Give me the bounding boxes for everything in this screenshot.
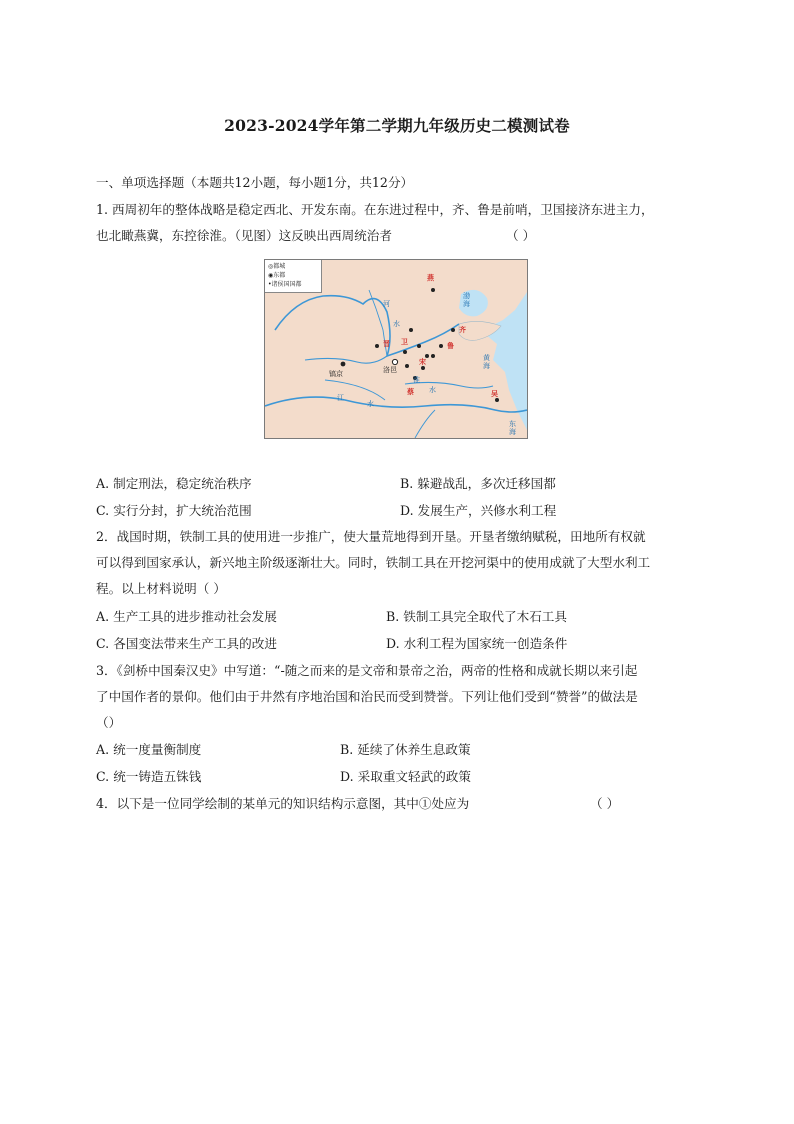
map-label-huai-shui: 水 [429,386,436,394]
vassal-dot-a [403,350,407,354]
map-label-jiang-shui: 水 [367,400,374,408]
map-label-yellow-sea: 黄海 [483,354,490,370]
question-2-option-a[interactable]: A. 生产工具的进步推动社会发展 [96,609,277,624]
question-2-line-1: 2．战国时期，铁制工具的使用进一步推广，使大量荒地得到开垦。开垦者缴纳赋税，田地所有权就 [96,529,646,544]
question-2-option-c[interactable]: C. 各国变法带来生产工具的改进 [96,636,277,651]
map-legend [265,260,322,293]
map-label-wei: 卫 [401,337,408,346]
question-3-line-2: 了中国作者的景仰。他们由于井然有序地治国和治民而受到赞誉。下列让他们受到“赞誉”的做法是 [96,689,638,704]
map-label-wu: 吴 [491,389,498,398]
legend-capital: ◎都城 [268,263,286,270]
question-3-option-d[interactable]: D. 采取重文轻武的政策 [340,769,471,784]
question-2-option-d[interactable]: D. 水利工程为国家统一创造条件 [386,636,568,651]
jin-capital-dot [375,344,379,348]
qi-capital-dot [451,328,455,332]
legend-eastern-capital: ◉东都 [268,272,286,279]
question-1-bracket: （ ） [506,228,536,243]
question-2-line-3: 程。以上材料说明（ ） [96,581,226,596]
map-label-yan: 燕 [427,273,434,282]
map-label-huai: 淮 [413,376,420,384]
question-1-option-c[interactable]: C. 实行分封，扩大统治范围 [96,503,252,518]
map-label-jin: 晋 [383,339,390,348]
question-1-option-b[interactable]: B. 躲避战乱，多次迁移国都 [400,476,556,491]
vassal-dot-d [421,366,425,370]
question-3-option-b[interactable]: B. 延续了休养生息政策 [340,742,471,757]
question-3-option-c[interactable]: C. 统一铸造五铢钱 [96,769,202,784]
vassal-dot-b [417,344,421,348]
question-3-line-3: （） [96,715,122,730]
question-2-option-b[interactable]: B. 铁制工具完全取代了木石工具 [386,609,567,624]
question-3-option-a[interactable]: A. 统一度量衡制度 [96,742,202,757]
page-title: 2023-2024学年第二学期九年级历史二模测试卷 [224,116,570,135]
section-heading: 一、单项选择题（本题共12小题，每小题1分，共12分） [96,175,414,190]
map-label-luoyi: 洛邑 [383,366,397,374]
vassal-dot-e [405,364,409,368]
western-zhou-map [264,259,528,439]
map-label-haojing: 镐京 [329,370,343,378]
lu-capital-dot [439,344,443,348]
wei-capital-dot [409,328,413,332]
map-label-he: 河 [383,300,390,308]
luoyi-marker [392,359,397,364]
question-1-option-d[interactable]: D. 发展生产，兴修水利工程 [400,503,557,518]
question-4-line-1: 4．以下是一位同学绘制的某单元的知识结构示意图，其中①处应为 [96,796,470,811]
map-label-he-shui: 水 [393,320,400,328]
map-label-song: 宋 [419,357,426,366]
map-label-cai: 蔡 [407,387,414,396]
haojing-marker [341,362,346,367]
map-label-jiang: 江 [337,394,344,402]
wu-capital-dot [495,398,499,402]
map-label-east-sea: 东海 [509,420,516,436]
question-1-line-1: 1. 西周初年的整体战略是稳定西北、开发东南。在东进过程中，齐、鲁是前哨，卫国接济东进主力， [96,202,654,217]
map-label-bohai: 渤海 [463,292,470,308]
map-label-lu: 鲁 [447,341,454,350]
yan-capital-dot [431,288,435,292]
legend-vassal-capital: •诸侯国国都 [268,281,302,288]
question-1-option-a[interactable]: A. 制定刑法，稳定统治秩序 [96,476,252,491]
question-4-bracket: （ ） [590,796,620,811]
question-3-line-1: 3．《剑桥中国秦汉史》中写道：“-随之而来的是文帝和景帝之治，两帝的性格和成就长期以来引起 [96,663,638,678]
map-label-qi: 齐 [459,325,466,334]
vassal-dot-c [431,354,435,358]
question-1-line-2: 也北瞰燕冀，东控徐淮。（见图）这反映出西周统治者 [96,228,392,243]
question-2-line-2: 可以得到国家承认，新兴地主阶级逐渐壮大。同时，铁制工具在开挖河渠中的使用成就了大型水利工 [96,555,651,570]
